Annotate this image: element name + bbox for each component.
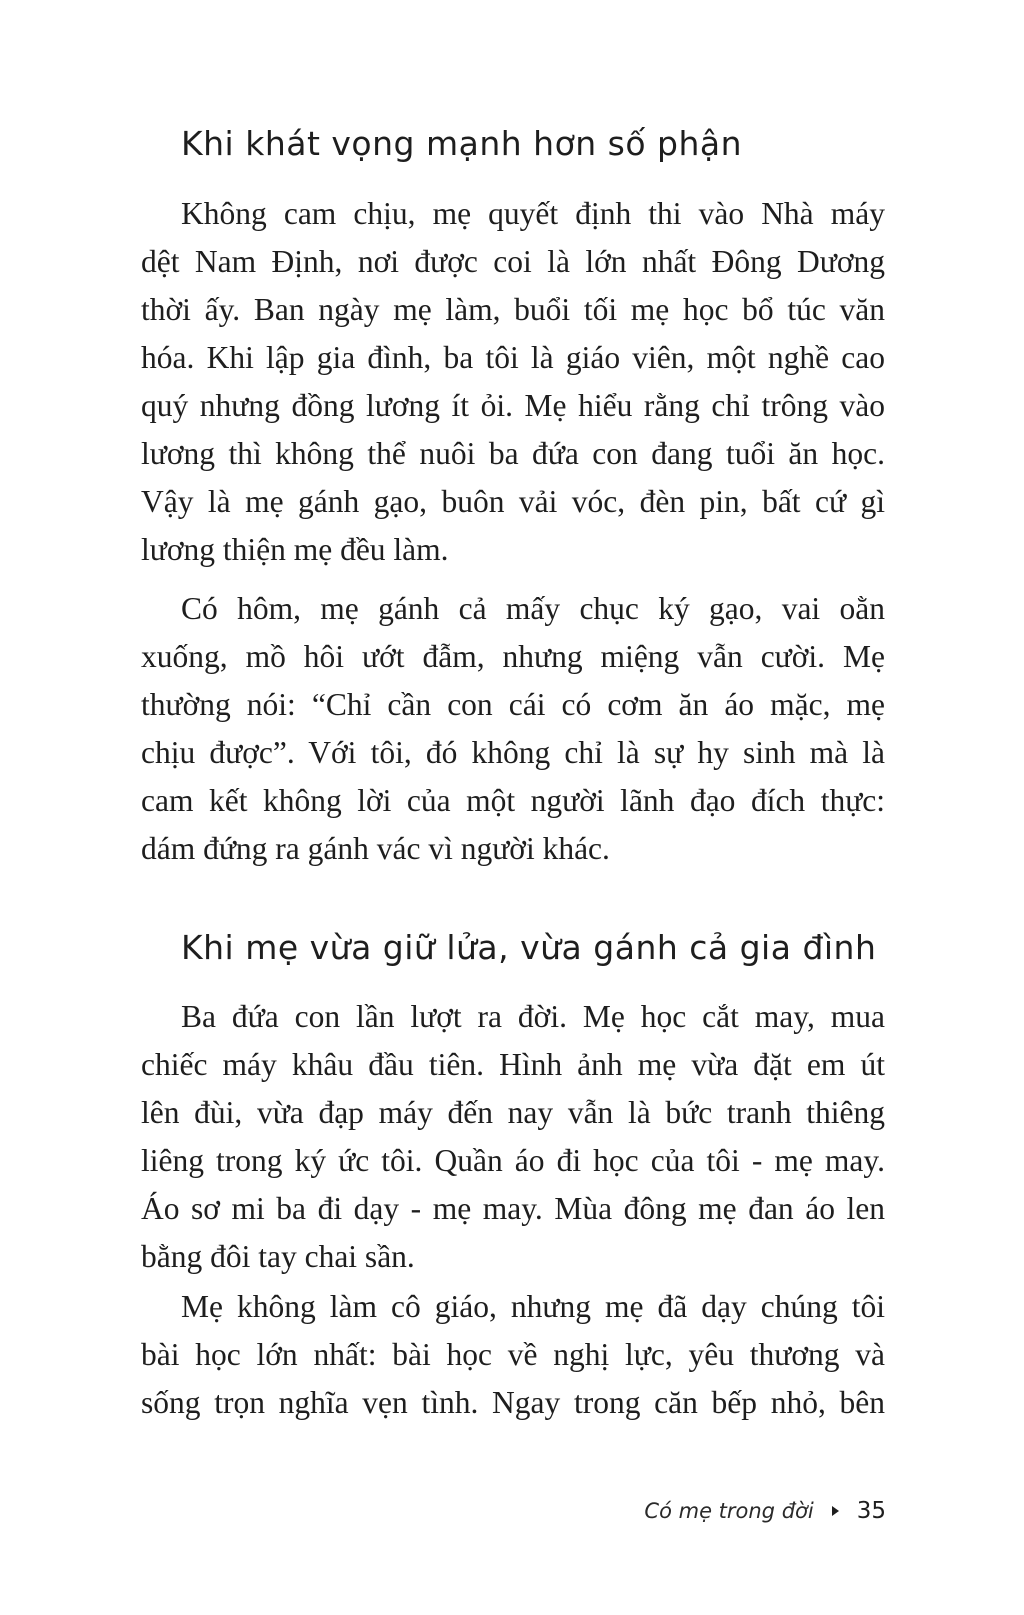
text-line: bằng đôi tay chai sần. [141,1239,415,1274]
text-line: Không cam chịu, mẹ quyết định thi vào Nhà máy [181,196,885,231]
running-title: Có mẹ trong đời [644,1499,814,1523]
section-heading: Khi khát vọng mạnh hơn số phận [181,124,743,163]
triangle-right-icon [832,1506,839,1516]
text-line: thường nói: “Chỉ cần con cái có cơm ăn áo mặc, mẹ [141,687,885,722]
text-line: bài học lớn nhất: bài học về nghị lực, yêu thương và [141,1337,885,1372]
text-line: chiếc máy khâu đầu tiên. Hình ảnh mẹ vừa đặt em út [141,1047,885,1082]
text-line: dám đứng ra gánh vác vì người khác. [141,831,610,866]
text-line: quý nhưng đồng lương ít ỏi. Mẹ hiểu rằng chỉ trông vào [141,388,885,423]
page-number: 35 [856,1498,886,1524]
text-line: chịu được”. Với tôi, đó không chỉ là sự hy sinh mà là [141,735,885,770]
text-line: xuống, mồ hôi ướt đẫm, nhưng miệng vẫn cười. Mẹ [141,639,885,674]
page-footer [644,1498,886,1524]
text-line: Ba đứa con lần lượt ra đời. Mẹ học cắt may, mua [181,999,885,1034]
paragraph [141,1283,885,1427]
text-line: Mẹ không làm cô giáo, nhưng mẹ đã dạy chúng tôi [181,1289,885,1324]
paragraph [141,190,885,574]
text-line: sống trọn nghĩa vẹn tình. Ngay trong căn bếp nhỏ, bên [141,1385,885,1420]
section-heading: Khi mẹ vừa giữ lửa, vừa gánh cả gia đình [181,928,877,967]
paragraph [141,993,885,1281]
text-line: lương thiện mẹ đều làm. [141,532,449,567]
text-line: Vậy là mẹ gánh gạo, buôn vải vóc, đèn pin, bất cứ gì [141,484,885,519]
text-line: dệt Nam Định, nơi được coi là lớn nhất Đông Dương [141,244,885,279]
text-line: thời ấy. Ban ngày mẹ làm, buổi tối mẹ học bổ túc văn [141,292,885,327]
text-line: Áo sơ mi ba đi dạy - mẹ may. Mùa đông mẹ đan áo len [141,1191,885,1226]
text-line: cam kết không lời của một người lãnh đạo đích thực: [141,783,885,818]
text-line: lương thì không thể nuôi ba đứa con đang tuổi ăn học. [141,436,885,471]
text-line: Có hôm, mẹ gánh cả mấy chục ký gạo, vai oằn [181,591,885,626]
text-line: hóa. Khi lập gia đình, ba tôi là giáo viên, một nghề cao [141,340,885,375]
text-line: lên đùi, vừa đạp máy đến nay vẫn là bức tranh thiêng [141,1095,885,1130]
text-line: liêng trong ký ức tôi. Quần áo đi học của tôi - mẹ may. [141,1143,885,1178]
paragraph [141,585,885,873]
